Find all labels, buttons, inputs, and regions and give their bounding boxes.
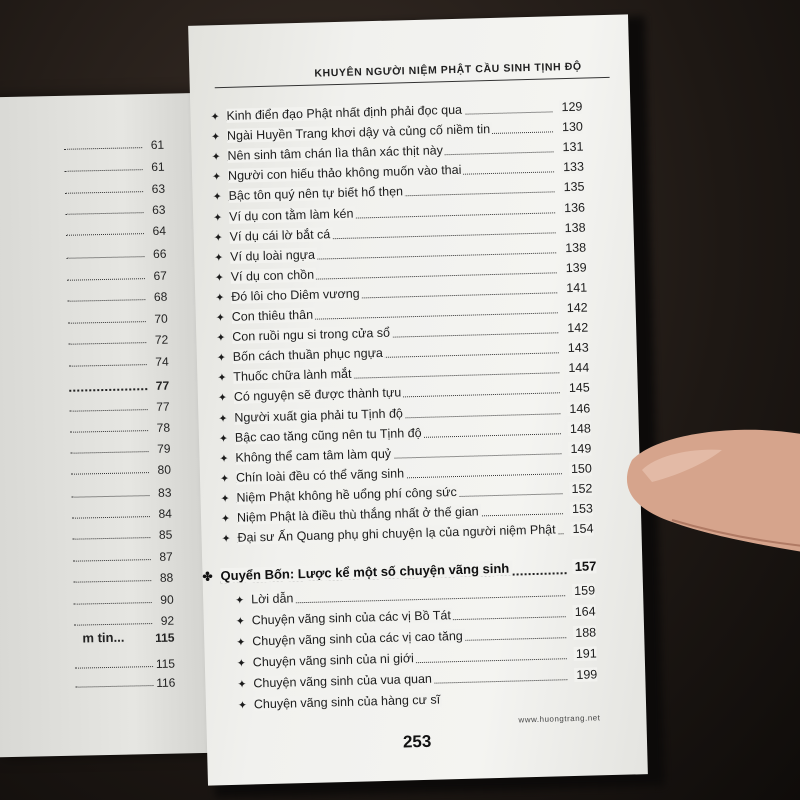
left-toc-row: 61 <box>64 158 164 180</box>
toc-entry-page: 136 <box>563 200 586 215</box>
toc-entry-page: 146 <box>569 400 591 416</box>
left-toc-row: 79 <box>70 440 170 462</box>
left-toc-row: 72 <box>68 331 168 353</box>
star-bullet-icon: ✦ <box>218 432 229 445</box>
toc-entry-page: 148 <box>569 421 591 436</box>
toc-sub-entry-page: 191 <box>575 646 597 661</box>
dot-leader <box>251 595 565 604</box>
toc-entry-title: Có nguyện sẽ được thành tựu <box>233 385 402 405</box>
star-bullet-icon: ✦ <box>211 171 222 184</box>
toc-entry-title: Niệm Phật không hề uổng phí công sức <box>236 484 457 505</box>
footer-url: www.huongtrang.net <box>518 713 601 725</box>
left-toc-row: 68 <box>67 288 167 310</box>
toc-entry-title: Chín loài đều có thể vãng sinh <box>235 466 405 485</box>
left-toc-row-bold: 77 <box>69 377 169 399</box>
toc-entry-title: Ví dụ cái lờ bắt cá <box>229 226 331 244</box>
toc-sub-entry-title: Lời dẫn <box>250 591 294 607</box>
left-toc-row: 63 <box>65 201 165 223</box>
left-toc-row: 61 <box>64 136 164 158</box>
star-bullet-icon: ✦ <box>237 678 247 691</box>
star-bullet-icon: ✦ <box>216 332 226 345</box>
toc-entry-title: Không thể cam tâm làm quỷ <box>235 446 392 465</box>
toc-sub-entry-title: Chuyện vãng sinh của hàng cư sĩ <box>253 692 441 712</box>
star-bullet-icon: ✦ <box>236 636 246 649</box>
toc-entry-page: 142 <box>566 300 588 316</box>
toc-entry-title: Đó lôi cho Diêm vương <box>231 286 360 304</box>
toc-sub-entry-page: 164 <box>574 604 596 619</box>
left-toc-row: 80 <box>71 461 171 483</box>
star-bullet-icon: ✦ <box>237 699 248 712</box>
toc-entry-page: 142 <box>567 320 589 336</box>
star-bullet-icon: ✦ <box>214 271 225 285</box>
section-page: 157 <box>574 558 597 574</box>
star-bullet-icon: ✦ <box>220 492 230 506</box>
left-toc-row: 85 <box>72 526 172 548</box>
left-toc-row: 84 <box>72 505 172 527</box>
left-toc-row: 88 <box>73 569 173 591</box>
toc-entry-title: Niệm Phật là điều thù thắng nhất ở thế gian <box>236 504 479 525</box>
toc-sub-entry-page: 188 <box>575 625 597 640</box>
toc-sub-entry-title: Chuyện vãng sinh của các vị Bồ Tát <box>251 608 452 628</box>
section-mark-icon: ✤ <box>202 569 213 584</box>
toc-entry-title: Con thiêu thân <box>231 307 314 324</box>
toc-entry-page: 153 <box>571 501 594 517</box>
left-toc-row: 63 <box>65 180 165 202</box>
toc-entry-title: Ví dụ loài ngựa <box>229 247 316 264</box>
star-bullet-icon: ✦ <box>212 191 223 204</box>
toc-entry-page: 139 <box>565 260 587 275</box>
star-bullet-icon: ✦ <box>219 472 230 486</box>
toc-entry-page: 145 <box>568 380 590 396</box>
left-toc-row: 90 <box>74 591 174 613</box>
toc-entry-title: Bốn cách thuần phục ngựa <box>232 346 384 365</box>
toc-entry-title: Ví dụ con chồn <box>230 267 315 284</box>
toc-sub-entry-page: 159 <box>574 583 596 598</box>
toc-entry-title: Thuốc chữa lành mắt <box>233 367 352 385</box>
hand-thumb <box>612 400 800 560</box>
toc-entry-page: 131 <box>562 139 584 155</box>
toc-entry-page: 133 <box>562 159 585 175</box>
left-toc-row-bold: 115 <box>154 630 175 645</box>
section-title: Quyển Bốn: Lược kể một số chuyện vãng sinh <box>220 561 512 584</box>
toc-entry-page: 138 <box>564 220 586 235</box>
star-bullet-icon: ✦ <box>218 412 228 425</box>
toc-entry-page: 150 <box>570 461 593 476</box>
star-bullet-icon: ✦ <box>215 291 225 305</box>
star-bullet-icon: ✦ <box>219 452 229 465</box>
toc-entry-title: Bậc cao tăng cũng nên tu Tịnh độ <box>234 425 422 445</box>
toc-sub-entry-title: Chuyện vãng sinh của các vị cao tăng <box>252 628 463 649</box>
toc-entry-page: 149 <box>570 441 592 456</box>
toc-entry-page: 135 <box>563 179 585 195</box>
star-bullet-icon: ✦ <box>210 111 220 124</box>
star-bullet-icon: ✦ <box>214 251 224 264</box>
toc-sub-entry-title: Chuyện vãng sinh của vua quan <box>253 671 433 691</box>
star-bullet-icon: ✦ <box>213 231 224 244</box>
star-bullet-icon: ✦ <box>217 372 227 385</box>
toc-entry-title: Con ruồi ngu si trong cửa sổ <box>232 325 391 344</box>
right-page <box>188 14 648 785</box>
toc-entry-page: 144 <box>568 360 590 376</box>
star-bullet-icon: ✦ <box>210 131 221 144</box>
toc-entry-page: 141 <box>566 280 588 295</box>
star-bullet-icon: ✦ <box>221 533 231 546</box>
left-toc-row: 87 <box>73 548 173 570</box>
toc-entry-page: 154 <box>572 521 594 537</box>
left-toc-row: 64 <box>66 222 166 244</box>
left-toc-row: 78 <box>70 419 170 441</box>
star-bullet-icon: ✦ <box>220 512 231 526</box>
left-toc-row: 115 <box>75 655 175 677</box>
toc-sub-entry-title: Chuyện vãng sinh của ni giới <box>252 651 415 670</box>
toc-entry-title: Ví dụ con tằm làm kén <box>228 206 354 224</box>
toc-entry-page: 138 <box>565 240 587 255</box>
left-toc-row: 77 <box>69 398 169 420</box>
toc-entry-title: Kinh điển đạo Phật nhất định phải đọc qua <box>226 102 463 123</box>
star-bullet-icon: ✦ <box>213 211 223 224</box>
toc-entry-page: 152 <box>571 481 593 496</box>
left-toc-row: 66 <box>66 245 166 267</box>
header-rule <box>215 77 610 88</box>
toc-entry-title: Người xuất gia phải tu Tịnh độ <box>234 405 404 425</box>
toc-entry-title: Ngài Huyền Trang khơi dậy và củng cố niềm tin <box>226 122 491 144</box>
toc-entry-title: Bậc tôn quý nên tự biết hổ thẹn <box>228 184 404 204</box>
star-bullet-icon: ✦ <box>236 657 247 670</box>
star-bullet-icon: ✦ <box>235 615 246 628</box>
toc-sub-entry-page: 199 <box>576 667 598 682</box>
star-bullet-icon: ✦ <box>211 151 221 164</box>
toc-entry-title: Đại sư Ấn Quang phụ ghi chuyện lạ của người niệm Phật <box>237 522 556 545</box>
left-toc-row: 83 <box>71 484 171 506</box>
left-toc-row: 70 <box>68 310 168 332</box>
toc-entry-title: Nên sinh tâm chán lìa thân xác thịt này <box>227 143 444 164</box>
star-bullet-icon: ✦ <box>235 594 245 607</box>
left-toc-row: 74 <box>69 353 169 375</box>
toc-entry-title: Người con hiếu thảo không muốn vào thai <box>227 163 462 184</box>
left-bold-fragment: m tin... <box>82 629 125 646</box>
left-toc-row: 92 <box>74 612 174 634</box>
page-number: 253 <box>402 731 432 752</box>
star-bullet-icon: ✦ <box>215 312 226 325</box>
toc-entry-page: 129 <box>561 99 583 115</box>
star-bullet-icon: ✦ <box>217 392 228 405</box>
star-bullet-icon: ✦ <box>216 352 227 365</box>
toc-entry-page: 130 <box>561 119 584 135</box>
left-toc-row: 67 <box>67 267 167 289</box>
toc-entry-page: 143 <box>567 340 589 356</box>
running-head: KHUYÊN NGƯỜI NIỆM PHẬT CẦU SINH TỊNH ĐỘ <box>314 60 582 80</box>
left-toc-row: 116 <box>75 674 175 696</box>
